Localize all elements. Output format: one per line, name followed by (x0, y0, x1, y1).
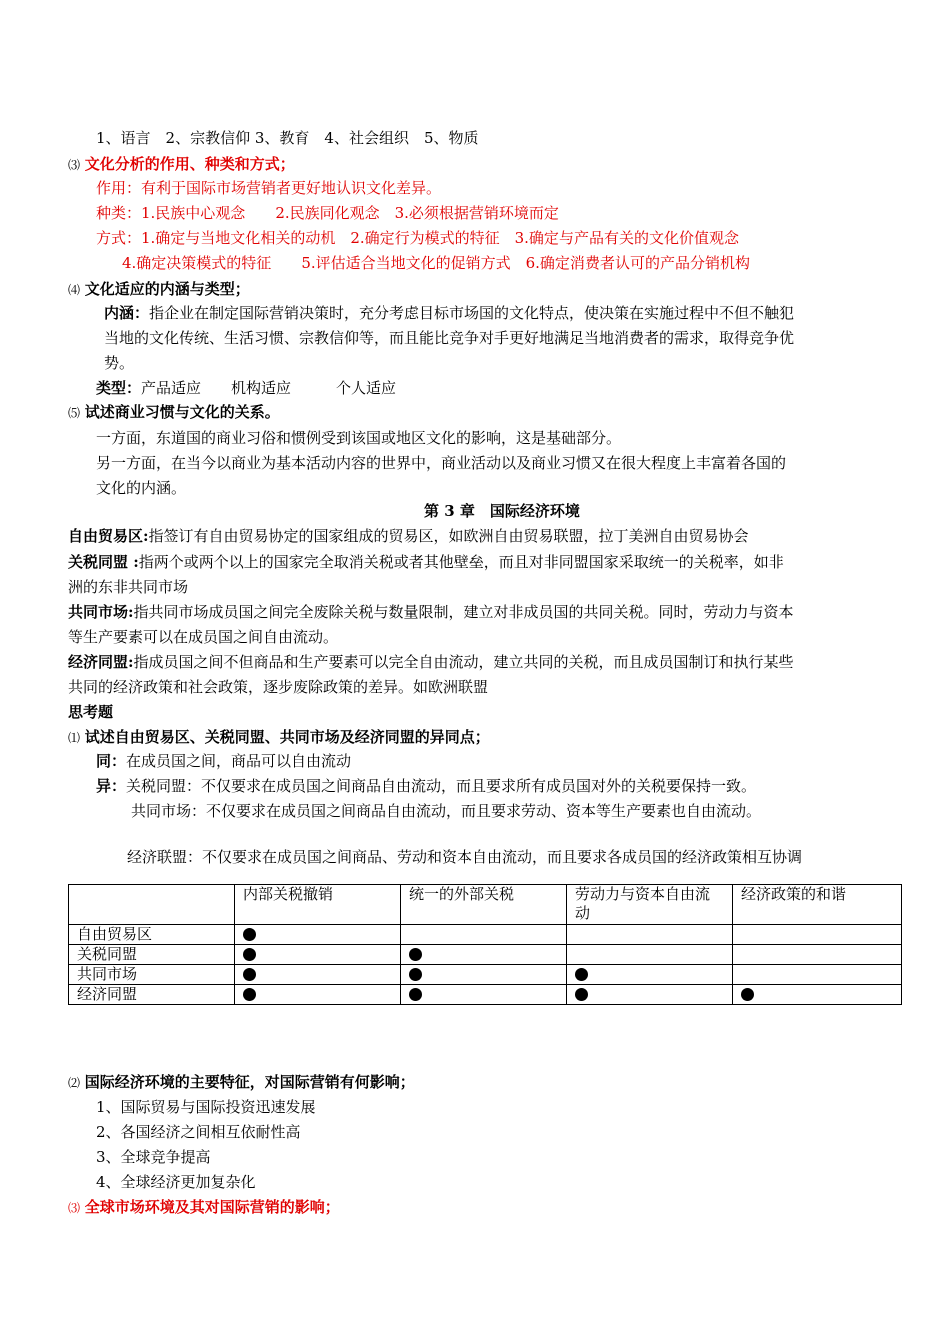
s5-number: ⑸ (68, 406, 81, 420)
table-header-cell: 经济政策的和谐 (733, 885, 902, 925)
q2-item: 3、全球竞争提高 (96, 1148, 211, 1166)
check-dot-icon (575, 968, 588, 981)
q3-heading-row (68, 1197, 340, 1218)
s3-types: 种类：1.民族中心观念 2.民族同化观念 3.必须根据营销环境而定 (96, 204, 559, 222)
q1-diff-2: 共同市场：不仅要求在成员国之间商品自由流动，而且要求劳动、资本等生产要素也自由流动。 (131, 802, 762, 820)
check-dot-icon (409, 968, 422, 981)
table-row (69, 985, 902, 1005)
table-row (69, 925, 902, 945)
check-dot-icon (575, 988, 588, 1001)
table-row-label: 关税同盟 (69, 945, 235, 965)
q2-item: 4、全球经济更加复杂化 (96, 1173, 256, 1191)
def-cu-label: 关税同盟 : (68, 553, 139, 571)
table-cell (235, 945, 401, 965)
s4-type-row (96, 378, 396, 398)
def-eu-text: 指成员国之间不但商品和生产要素可以完全自由流动，建立共同的关税，而且成员国制订和执行某些 (133, 653, 794, 671)
table-header-cell: 内部关税撤销 (235, 885, 401, 925)
table-row-label: 自由贸易区 (69, 925, 235, 945)
check-dot-icon (243, 988, 256, 1001)
def-cm-label: 共同市场: (68, 603, 134, 621)
def-free-trade-area (68, 526, 749, 546)
check-dot-icon (741, 988, 754, 1001)
def-cu-text: 指两个或两个以上的国家完全取消关税或者其他壁垒，而且对非同盟国家采取统一的关税率，如非 (138, 553, 784, 571)
s5-heading: 试述商业习惯与文化的关系。 (84, 403, 280, 421)
table-cell (733, 985, 902, 1005)
s4-type-label: 类型： (96, 379, 142, 397)
table-cell (401, 945, 567, 965)
table-cell (401, 985, 567, 1005)
s5-para1: 一方面，东道国的商业习俗和惯例受到该国或地区文化的影响，这是基础部分。 (96, 429, 622, 447)
s3-heading-row (68, 154, 295, 175)
q1-diff-label: 异： (96, 777, 127, 795)
table-cell (235, 985, 401, 1005)
s4-heading: 文化适应的内涵与类型； (84, 280, 250, 298)
table-row (69, 965, 902, 985)
s4-meaning-line3: 势。 (104, 354, 135, 372)
table-cell (401, 965, 567, 985)
table-cell (235, 925, 401, 945)
check-dot-icon (409, 988, 422, 1001)
q1-heading-row (68, 727, 490, 748)
table-row (69, 945, 902, 965)
table-row-label: 共同市场 (69, 965, 235, 985)
comparison-table (68, 884, 902, 1005)
s4-meaning-label: 内涵： (104, 304, 150, 322)
def-customs-union (68, 552, 784, 572)
q2-heading-row (68, 1072, 415, 1093)
def-cu-text-line2: 洲的东非共同市场 (68, 578, 189, 596)
q2-number: ⑵ (68, 1076, 81, 1090)
q1-same-text: 在成员国之间，商品可以自由流动 (126, 752, 352, 770)
q2-item: 2、各国经济之间相互依耐性高 (96, 1123, 301, 1141)
s4-type-text: 产品适应 机构适应 个人适应 (141, 379, 397, 397)
check-dot-icon (243, 948, 256, 961)
table-header-cell: 统一的外部关税 (401, 885, 567, 925)
table-header-cell (69, 885, 235, 925)
q1-same-row (96, 751, 351, 771)
def-cm-text-line2: 等生产要素可以在成员国之间自由流动。 (68, 628, 339, 646)
q1-same-label: 同： (96, 752, 127, 770)
check-dot-icon (243, 928, 256, 941)
table-header-row (69, 885, 902, 925)
q3-number: ⑶ (68, 1201, 81, 1215)
q1-heading: 试述自由贸易区、关税同盟、共同市场及经济同盟的异同点； (84, 728, 490, 746)
table-cell (401, 925, 567, 945)
table-cell (733, 925, 902, 945)
s4-meaning-line2: 当地的文化传统、生活习惯、宗教信仰等，而且能比竞争对手更好地满足当地消费者的需求，取得竞争优 (104, 329, 795, 347)
def-fta-label: 自由贸易区: (68, 527, 149, 545)
s3-ways-line2: 4.确定决策模式的特征 5.评估适合当地文化的促销方式 6.确定消费者认可的产品分销机构 (122, 254, 750, 272)
def-common-market (68, 602, 794, 622)
table-cell (567, 985, 733, 1005)
q2-heading: 国际经济环境的主要特征，对国际营销有何影响； (84, 1073, 415, 1091)
q1-diff-row (96, 776, 756, 796)
table-cell (567, 965, 733, 985)
table-cell (733, 965, 902, 985)
table-cell (733, 945, 902, 965)
table-cell (567, 925, 733, 945)
def-cm-text: 指共同市场成员国之间完全废除关税与数量限制，建立对非成员国的共同关税。同时，劳动力与资本 (133, 603, 794, 621)
q2-item: 1、国际贸易与国际投资迅速发展 (96, 1098, 316, 1116)
s3-heading: 文化分析的作用、种类和方式； (84, 155, 295, 173)
table-cell (235, 965, 401, 985)
q1-diff-3: 经济联盟：不仅要求在成员国之间商品、劳动和资本自由流动，而且要求各成员国的经济政策相互协调 (127, 848, 803, 866)
q1-diff-1: 关税同盟：不仅要求在成员国之间商品自由流动，而且要求所有成员国对外的关税要保持一致。 (126, 777, 757, 795)
s4-number: ⑷ (68, 283, 81, 297)
chapter-title: 第 3 章 国际经济环境 (424, 502, 580, 520)
q1-number: ⑴ (68, 731, 81, 745)
table-cell (567, 945, 733, 965)
table-header-cell: 劳动力与资本自由流动 (567, 885, 733, 925)
check-dot-icon (409, 948, 422, 961)
s4-meaning-text: 指企业在制定国际营销决策时，充分考虑目标市场国的文化特点，使决策在实施过程中不但不触犯 (149, 304, 795, 322)
def-eu-text-line2: 共同的经济政策和社会政策，逐步废除政策的差异。如欧洲联盟 (68, 678, 489, 696)
think-title: 思考题 (68, 703, 114, 721)
s4-heading-row (68, 279, 250, 300)
s4-meaning-line1 (104, 303, 794, 323)
s5-para2-line1: 另一方面，在当今以商业为基本活动内容的世界中，商业活动以及商业习惯又在很大程度上丰富着各国的 (96, 454, 787, 472)
q3-heading: 全球市场环境及其对国际营销的影响； (84, 1198, 340, 1216)
s3-number: ⑶ (68, 158, 81, 172)
s3-role: 作用：有利于国际市场营销者更好地认识文化差异。 (96, 179, 442, 197)
def-eu-label: 经济同盟: (68, 653, 134, 671)
def-economic-union (68, 652, 794, 672)
s5-heading-row (68, 402, 280, 423)
check-dot-icon (243, 968, 256, 981)
def-fta-text: 指签订有自由贸易协定的国家组成的贸易区，如欧洲自由贸易联盟，拉丁美洲自由贸易协会 (148, 527, 749, 545)
table-row-label: 经济同盟 (69, 985, 235, 1005)
s5-para2-line2: 文化的内涵。 (96, 479, 187, 497)
list-culture-elements: 1、语言 2、宗教信仰 3、教育 4、社会组织 5、物质 (96, 129, 479, 147)
s3-ways-line1: 方式：1.确定与当地文化相关的动机 2.确定行为模式的特征 3.确定与产品有关的文化价值观念 (96, 229, 739, 247)
